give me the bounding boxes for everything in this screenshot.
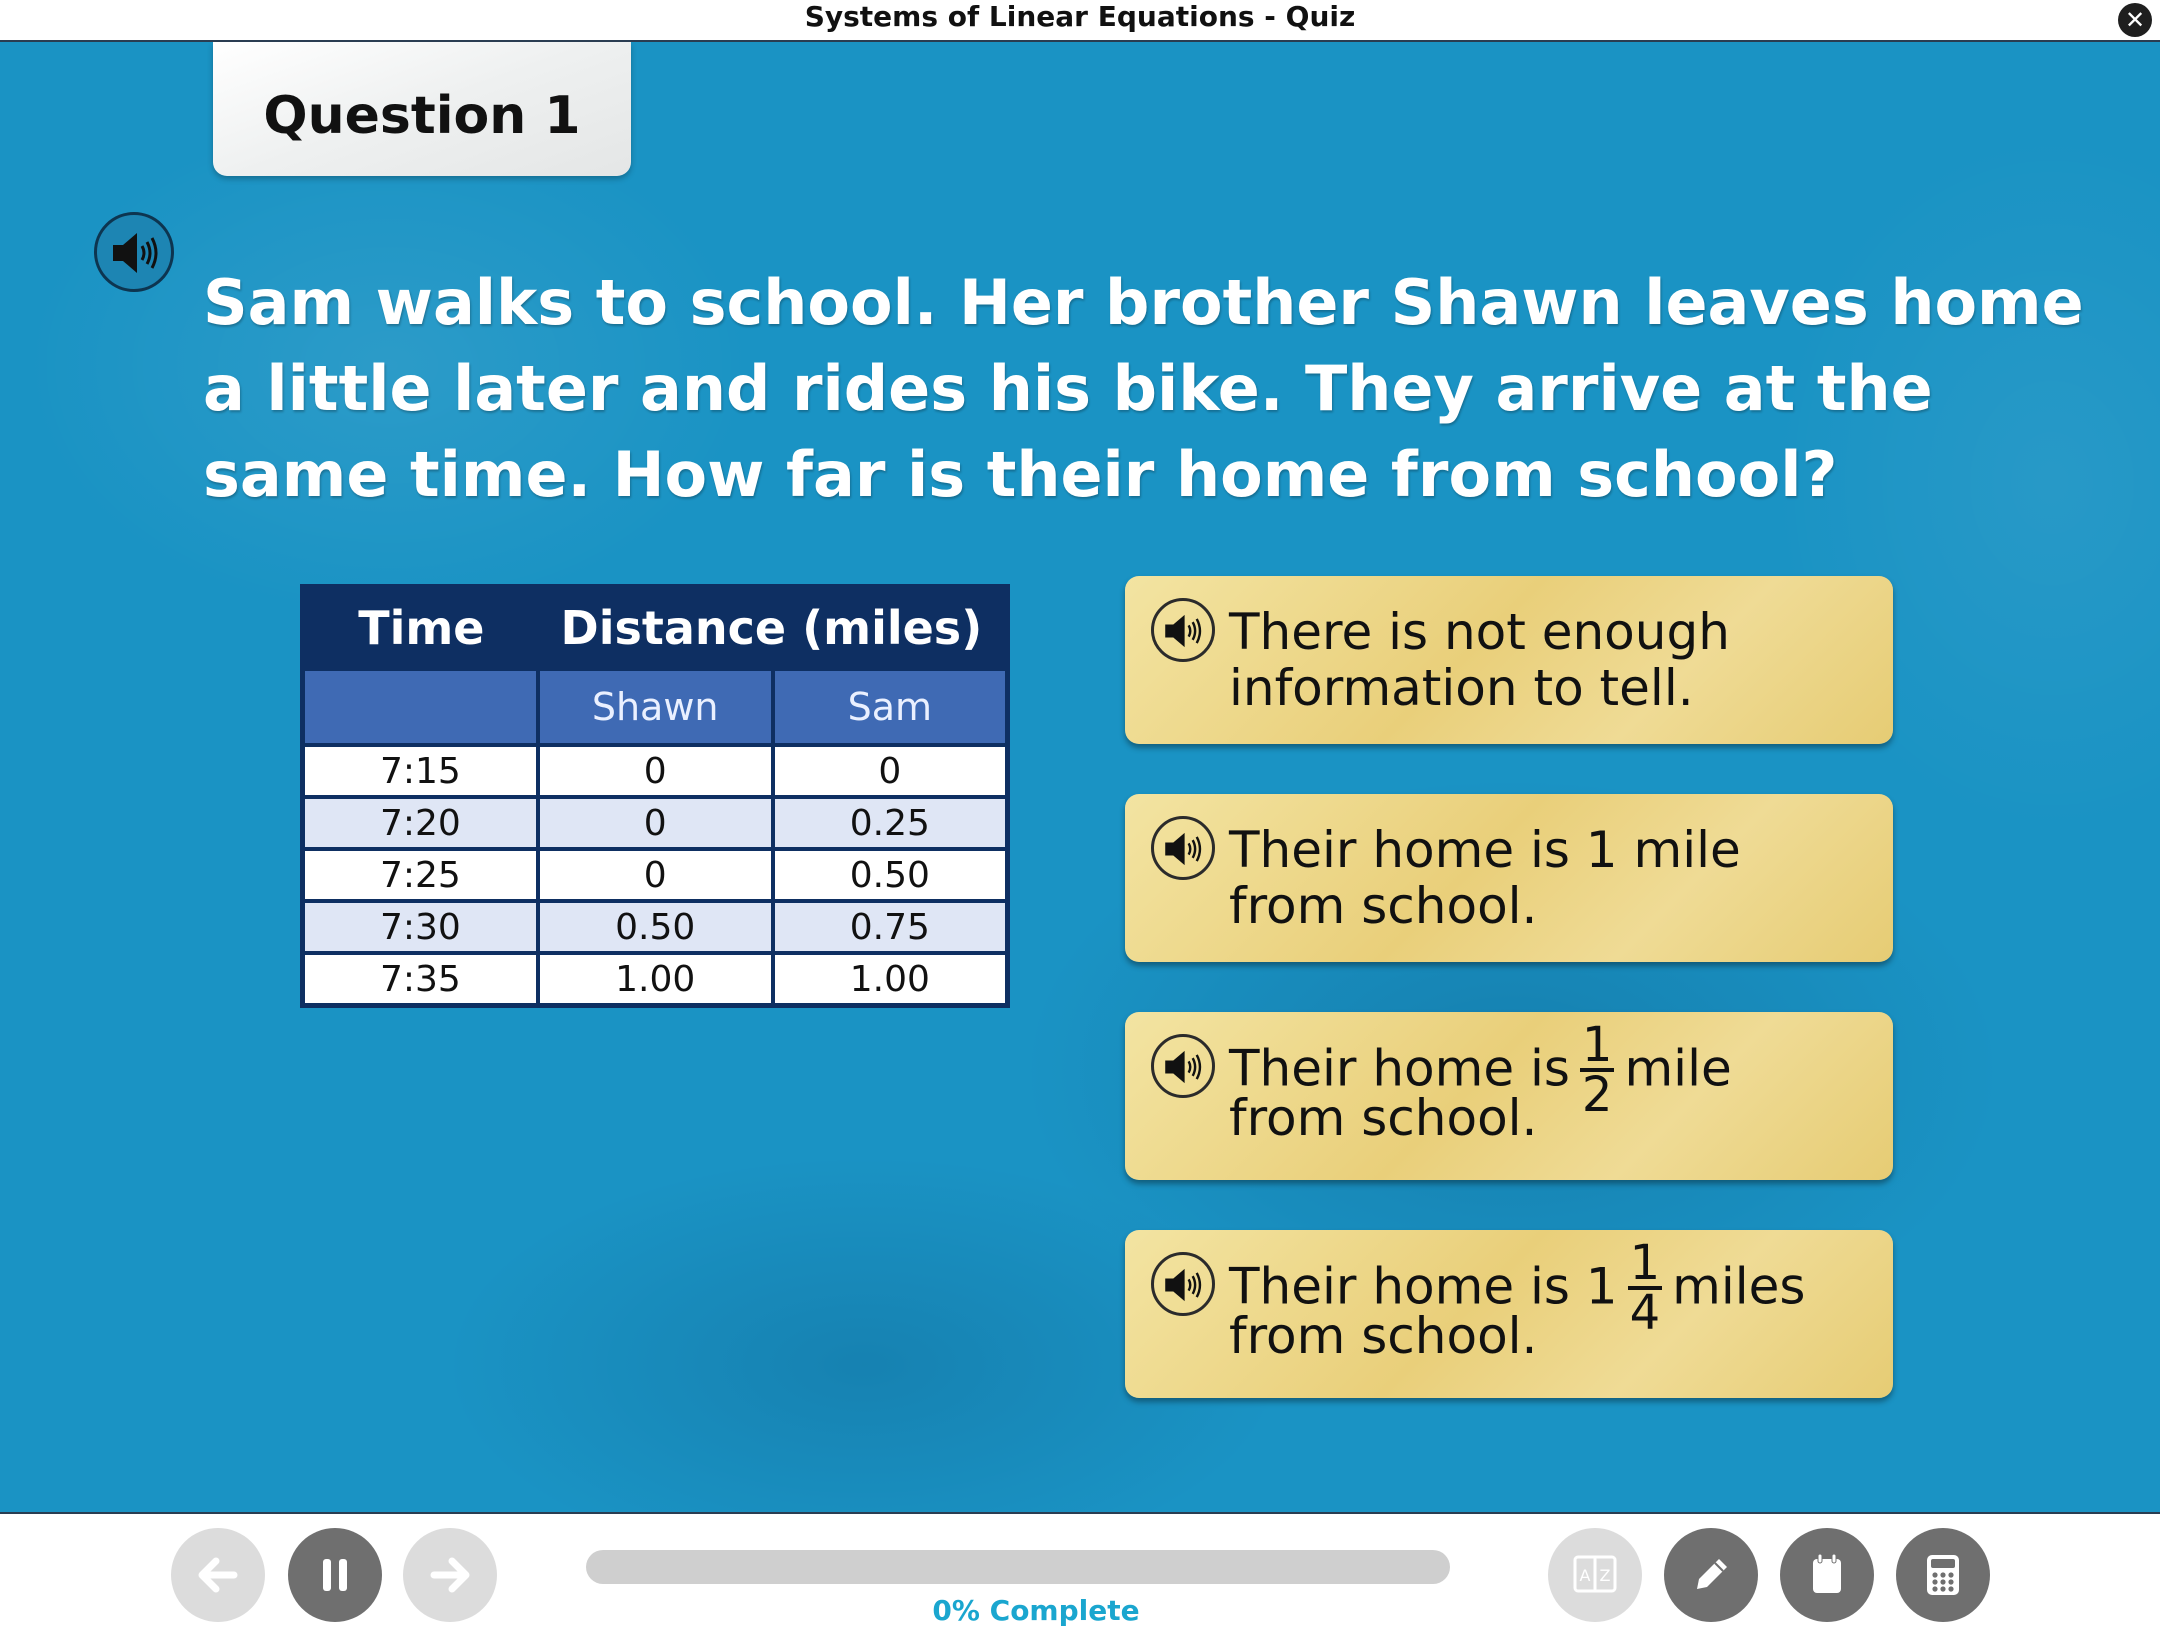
speaker-icon bbox=[1162, 1047, 1204, 1087]
answer-line: There is not enough bbox=[1229, 603, 1730, 661]
forward-button[interactable] bbox=[403, 1528, 497, 1622]
question-tab bbox=[213, 42, 631, 176]
answer-prefix: Their home is 1 bbox=[1229, 1257, 1618, 1316]
answer-suffix: mile bbox=[1624, 1039, 1732, 1098]
table-cell-shawn: 0 bbox=[538, 797, 773, 849]
answer-audio-button[interactable] bbox=[1151, 816, 1215, 880]
calculator-icon bbox=[1919, 1551, 1967, 1599]
answer-audio-button[interactable] bbox=[1151, 598, 1215, 662]
fraction bbox=[1580, 1017, 1615, 1123]
speaker-icon bbox=[1162, 1265, 1204, 1305]
back-arrow-icon bbox=[194, 1551, 242, 1599]
dictionary-button[interactable] bbox=[1548, 1528, 1642, 1622]
notepad-icon bbox=[1803, 1551, 1851, 1599]
answer-audio-button[interactable] bbox=[1151, 1034, 1215, 1098]
pencil-icon bbox=[1687, 1551, 1735, 1599]
table-cell-sam: 1.00 bbox=[773, 953, 1008, 1006]
table-cell-sam: 0 bbox=[773, 745, 1008, 797]
speaker-icon bbox=[1162, 611, 1204, 651]
table-cell-time: 7:15 bbox=[303, 745, 538, 797]
table-header-time: Time bbox=[303, 587, 538, 670]
fraction-denominator: 2 bbox=[1581, 1067, 1613, 1123]
table-subheader-blank bbox=[303, 669, 538, 745]
question-number: Question 1 bbox=[263, 86, 581, 146]
answer-text bbox=[1229, 1235, 1869, 1365]
answer-option-b[interactable] bbox=[1125, 794, 1893, 962]
dictionary-icon bbox=[1571, 1551, 1619, 1599]
window-title: Systems of Linear Equations - Quiz bbox=[804, 0, 1356, 33]
table-cell-shawn: 1.00 bbox=[538, 953, 773, 1006]
table-row bbox=[303, 901, 1008, 953]
progress-label: 0% Complete bbox=[932, 1594, 1140, 1627]
table-cell-sam: 0.75 bbox=[773, 901, 1008, 953]
table-cell-shawn: 0 bbox=[538, 745, 773, 797]
answer-line: from school. bbox=[1229, 877, 1538, 935]
back-button[interactable] bbox=[171, 1528, 265, 1622]
question-text: Sam walks to school. Her brother Shawn leaves home a little later and rides his bike. They arrive at the same time. How far is their home from school? bbox=[203, 266, 2084, 511]
table-subheader-shawn: Shawn bbox=[538, 669, 773, 745]
table-row bbox=[303, 797, 1008, 849]
calculator-button[interactable] bbox=[1896, 1528, 1990, 1622]
fraction bbox=[1628, 1235, 1663, 1341]
table-cell-sam: 0.50 bbox=[773, 849, 1008, 901]
table-row bbox=[303, 745, 1008, 797]
table-cell-shawn: 0.50 bbox=[538, 901, 773, 953]
fraction-numerator: 1 bbox=[1629, 1235, 1661, 1291]
forward-arrow-icon bbox=[426, 1551, 474, 1599]
speaker-icon bbox=[1162, 829, 1204, 869]
table-cell-time: 7:35 bbox=[303, 953, 538, 1006]
table-cell-shawn: 0 bbox=[538, 849, 773, 901]
table-cell-time: 7:30 bbox=[303, 901, 538, 953]
fraction-denominator: 4 bbox=[1629, 1285, 1661, 1341]
bottom-toolbar bbox=[0, 1512, 2160, 1627]
progress-bar bbox=[586, 1550, 1450, 1584]
close-icon[interactable]: ✕ bbox=[2118, 3, 2152, 37]
question-audio-button[interactable] bbox=[94, 212, 174, 292]
answer-option-a[interactable] bbox=[1125, 576, 1893, 744]
table-cell-time: 7:25 bbox=[303, 849, 538, 901]
table-row bbox=[303, 849, 1008, 901]
table-row bbox=[303, 953, 1008, 1006]
table-cell-sam: 0.25 bbox=[773, 797, 1008, 849]
fraction-numerator: 1 bbox=[1581, 1017, 1613, 1073]
answer-suffix: miles bbox=[1672, 1257, 1806, 1316]
answer-line: information to tell. bbox=[1229, 659, 1694, 717]
answer-line: from school. bbox=[1229, 1089, 1538, 1147]
table-header-distance: Distance (miles) bbox=[538, 587, 1008, 670]
title-bar bbox=[0, 0, 2160, 42]
table-cell-time: 7:20 bbox=[303, 797, 538, 849]
svg-text:A: A bbox=[1579, 1566, 1591, 1585]
quiz-stage bbox=[0, 42, 2160, 1512]
answer-text bbox=[1229, 822, 1869, 934]
pause-icon bbox=[311, 1551, 359, 1599]
speaker-icon bbox=[109, 229, 161, 277]
pause-button[interactable] bbox=[288, 1528, 382, 1622]
table-subheader-sam: Sam bbox=[773, 669, 1008, 745]
answer-text bbox=[1229, 1017, 1869, 1147]
distance-table bbox=[300, 584, 1010, 1008]
answer-line: from school. bbox=[1229, 1307, 1538, 1365]
answer-audio-button[interactable] bbox=[1151, 1252, 1215, 1316]
svg-text:Z: Z bbox=[1599, 1566, 1611, 1585]
answer-line: Their home is 1 mile bbox=[1229, 821, 1741, 879]
answer-prefix: Their home is bbox=[1229, 1039, 1570, 1098]
pencil-button[interactable] bbox=[1664, 1528, 1758, 1622]
answer-option-c[interactable] bbox=[1125, 1012, 1893, 1180]
notepad-button[interactable] bbox=[1780, 1528, 1874, 1622]
answer-text bbox=[1229, 604, 1869, 716]
answer-option-d[interactable] bbox=[1125, 1230, 1893, 1398]
